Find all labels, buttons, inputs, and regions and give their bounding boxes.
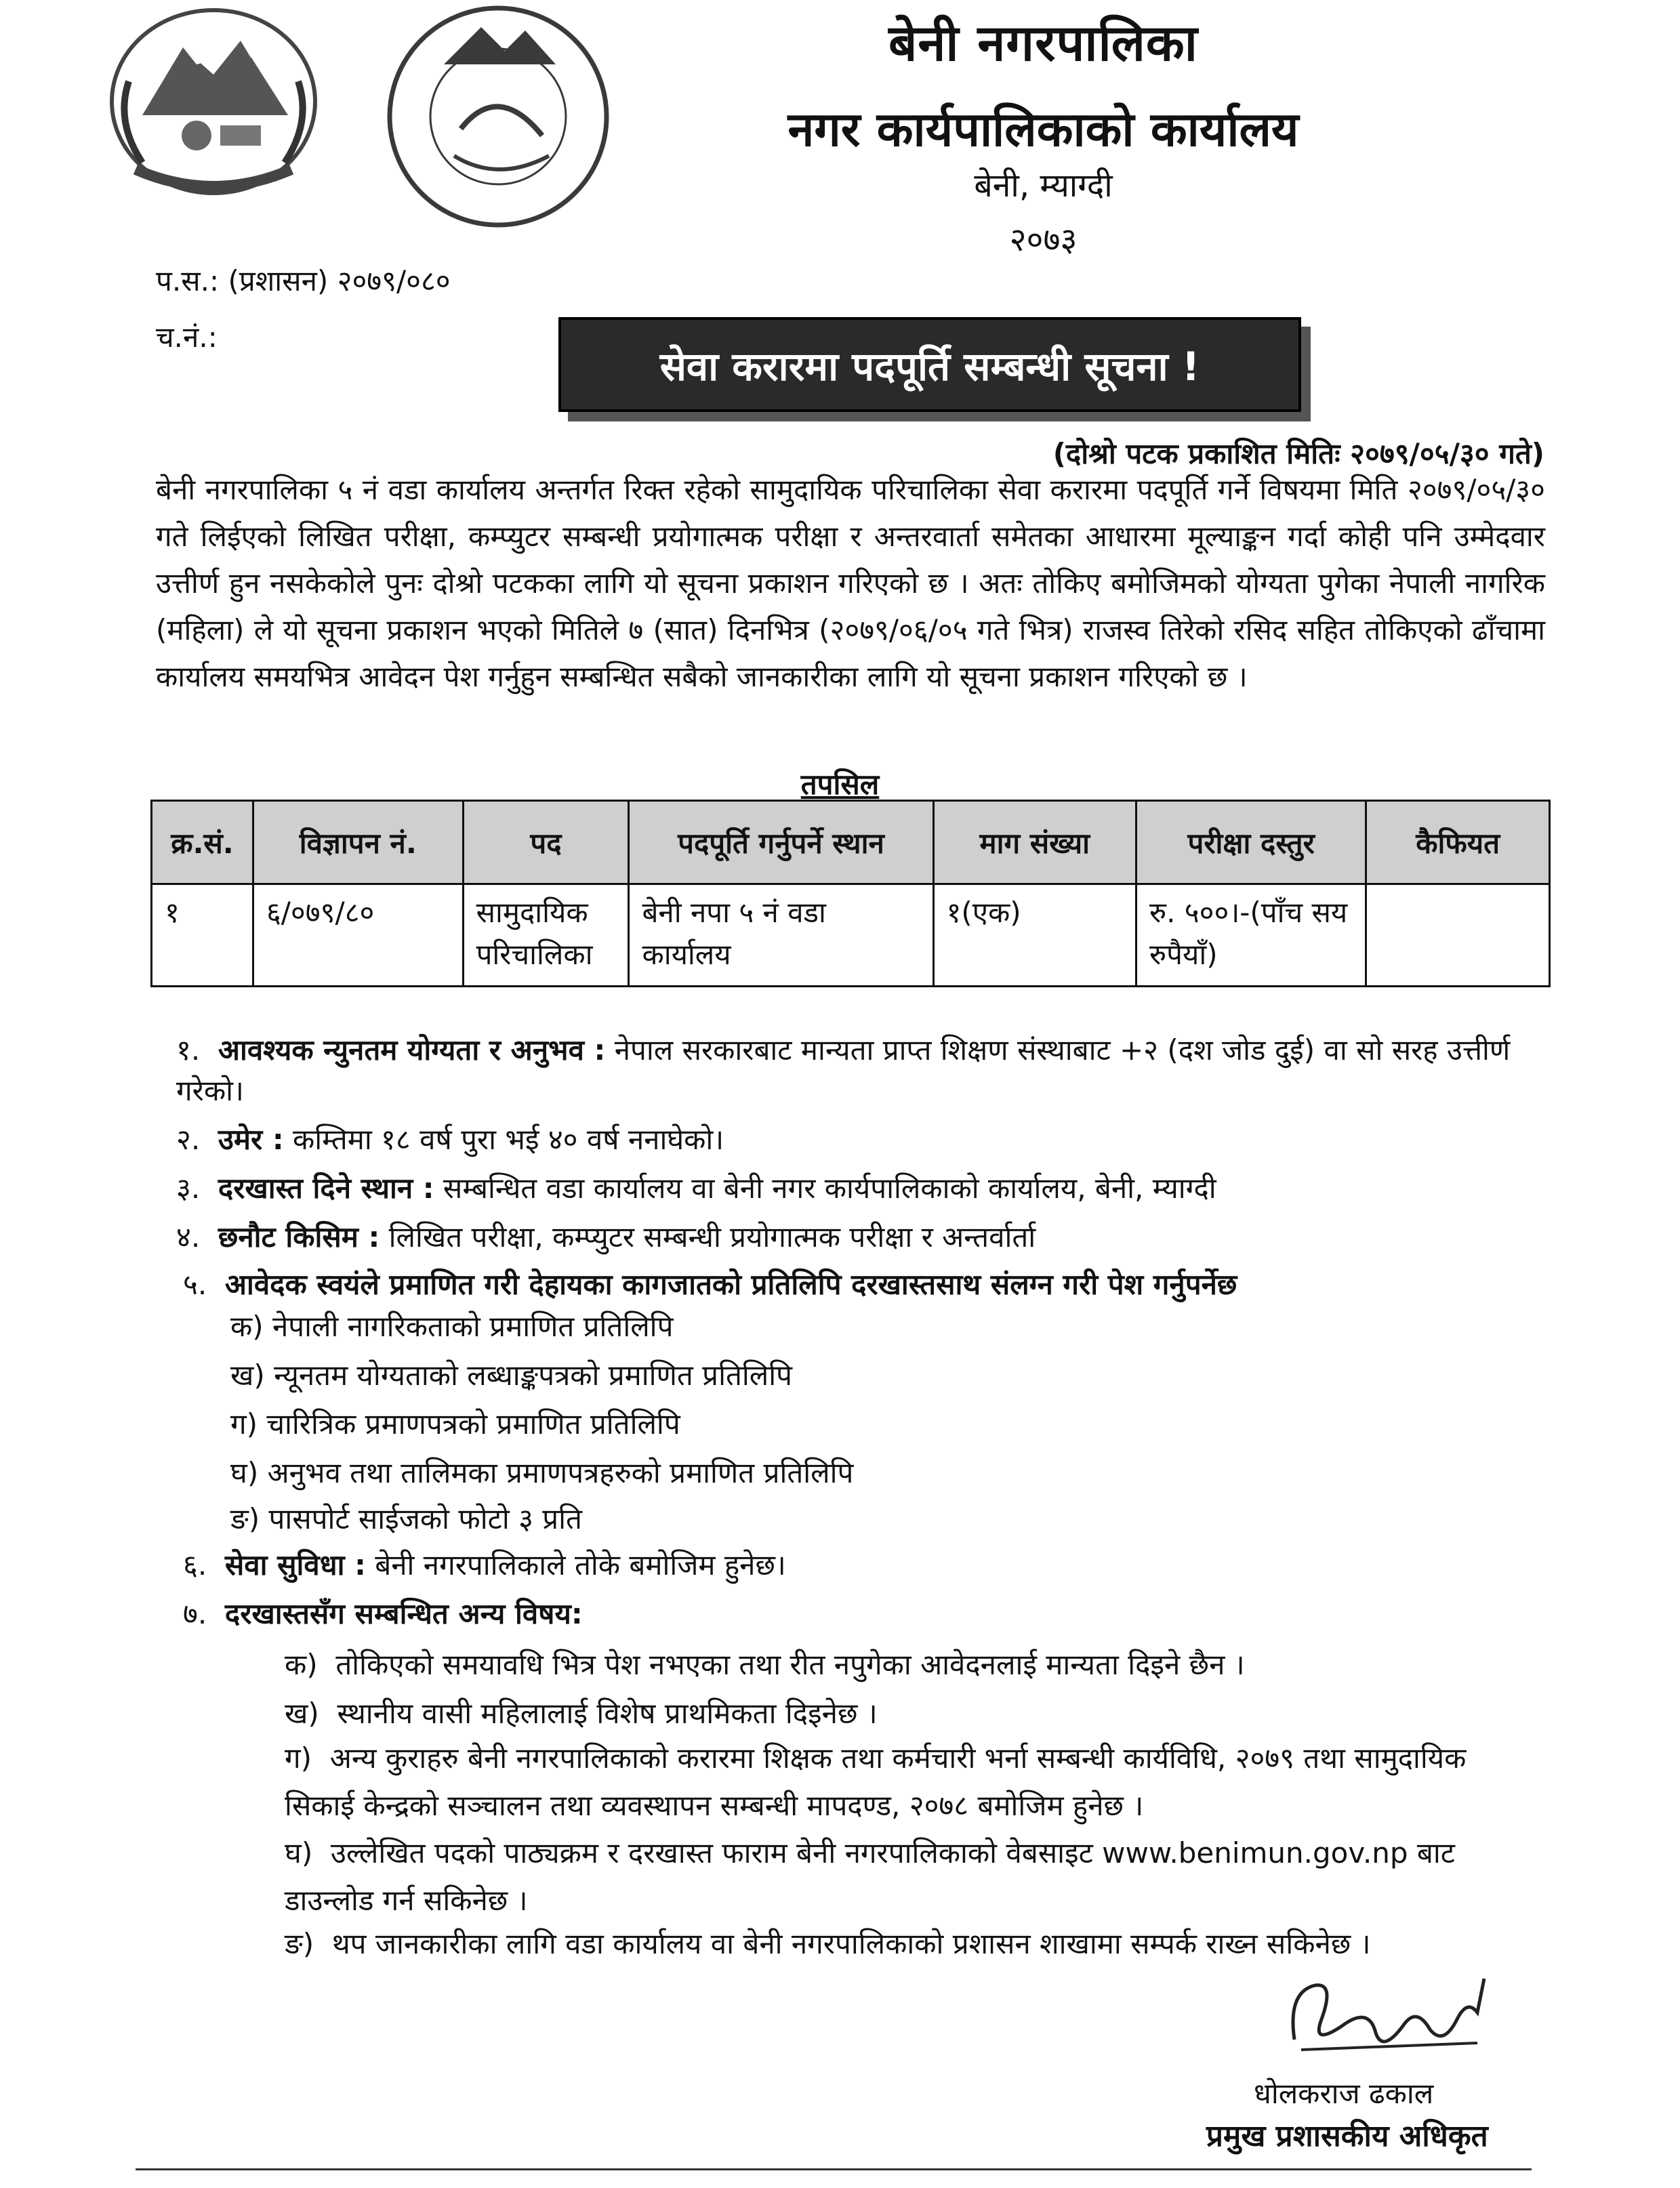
item-mark: क) bbox=[285, 1648, 318, 1681]
requirement-label: छनौट किसिम : bbox=[218, 1220, 380, 1254]
document-item: क) नेपाली नागरिकताको प्रमाणित प्रतिलिपि bbox=[230, 1310, 674, 1343]
header-fee: परीक्षा दस्तुर bbox=[1136, 801, 1366, 884]
header-remarks: कैफियत bbox=[1366, 801, 1550, 884]
notice-body: बेनी नगरपालिका ५ नं वडा कार्यालय अन्तर्गत रिक्त रहेको सामुदायिक परिचालिका सेवा करारमा पदपूर्ति गर्ने विषयमा मिति २०७९/०५/३० गते लिईएको लिखित परीक्षा, कम्प्युटर सम्बन्धी प्रयोगात्मक परीक्षा र अन्तरवार्ता समेतका आधारमा मूल्याङ्कन गर्दा कोही पनि उम्मेदवार उत्तीर्ण हुन नसकेकोले पुनः दोश्रो पटकका लागि यो सूचना प्रकाशन गरिएको छ । अतः तोकिए बमोजिमको योग्यता पुगेका नेपाली नागरिक (महिला) ले यो सूचना प्रकाशन भएको मितिले ७ (सात) दिनभित्र (२०७९/०६/०५ गते भित्र) राजस्व तिरेको रसिद सहित तोकिएको ढाँचामा कार्यालय समयभित्र आवेदन पेश गर्नुहुन सम्बन्धित सबैको जानकारीका लागि यो सूचना प्रकाशन गरिएको छ । bbox=[156, 473, 1545, 693]
item-mark: ख) bbox=[285, 1697, 319, 1730]
requirement-label: उमेर : bbox=[218, 1123, 284, 1156]
requirement-text: कम्तिमा १८ वर्ष पुरा भई ४० वर्ष ननाघेको। bbox=[283, 1123, 724, 1156]
cell-demand: १(एक) bbox=[933, 884, 1136, 987]
requirement-number: ५. bbox=[183, 1268, 207, 1301]
other-item bbox=[285, 1643, 1538, 1687]
office-location: बेनी, म्याग्दी bbox=[974, 167, 1113, 205]
service-facility bbox=[183, 1545, 1545, 1586]
other-item bbox=[285, 1691, 1538, 1736]
item-text: उल्लेखित पदको पाठ्यक्रम र दरखास्त फाराम बेनी नगरपालिकाको वेबसाइट www.benimun.gov.np बाट डाउन्लोड गर्न सकिनेछ । bbox=[285, 1836, 1455, 1917]
cell-ad-number: ६/०७९/८० bbox=[253, 884, 463, 987]
item-text: स्थानीय वासी महिलालाई विशेष प्राथमिकता दिइनेछ । bbox=[337, 1697, 878, 1730]
header-sn: क्र.सं. bbox=[152, 801, 253, 884]
dispatch-number: च.नं.: bbox=[156, 321, 218, 354]
org-name: बेनी नगरपालिका bbox=[888, 14, 1198, 73]
other-subjects bbox=[183, 1594, 1545, 1634]
header-location: पदपूर्ति गर्नुपर्ने स्थान bbox=[629, 801, 933, 884]
header-demand: माग संख्या bbox=[933, 801, 1136, 884]
requirement-number: ३. bbox=[176, 1172, 201, 1205]
item-mark: घ) bbox=[285, 1836, 313, 1870]
requirement-number: ४. bbox=[176, 1220, 201, 1254]
office-name: नगर कार्यपालिकाको कार्यालय bbox=[787, 102, 1299, 157]
cell-post: सामुदायिक परिचालिका bbox=[463, 884, 629, 987]
header-post: पद bbox=[463, 801, 629, 884]
requirement-text: बेनी नगरपालिकाले तोके बमोजिम हुनेछ। bbox=[365, 1548, 786, 1582]
requirement-number: ६. bbox=[183, 1548, 207, 1582]
requirement-label: आवेदक स्वयंले प्रमाणित गरी देहायका कागजातको प्रतिलिपि दरखास्तसाथ संलग्न गरी पेश गर्नुपर्नेछ bbox=[224, 1268, 1237, 1301]
requirement-number: ७. bbox=[183, 1597, 207, 1630]
requirement-text: लिखित परीक्षा, कम्प्युटर सम्बन्धी प्रयोगात्मक परीक्षा र अन्तर्वार्ता bbox=[380, 1220, 1036, 1254]
item-text: अन्य कुराहरु बेनी नगरपालिकाको करारमा शिक्षक तथा कर्मचारी भर्ना सम्बन्धी कार्यविधि, २०७९ तथा सामुदायिक सिकाई केन्द्रको सञ्चालन तथा व्यवस्थापन सम्बन्धी मापदण्ड, २०७८ बमोजिम हुनेछ । bbox=[285, 1741, 1467, 1822]
footer-divider bbox=[136, 2168, 1532, 2170]
requirement-4 bbox=[176, 1217, 1538, 1258]
other-item bbox=[285, 1830, 1538, 1924]
signature-icon bbox=[1274, 1965, 1498, 2067]
header-ad-number: विज्ञापन नं. bbox=[253, 801, 463, 884]
requirement-text: सम्बन्धित वडा कार्यालय वा बेनी नगर कार्यपालिकाको कार्यालय, बेनी, म्याग्दी bbox=[434, 1172, 1216, 1205]
document-item: ङ) पासपोर्ट साईजको फोटो ३ प्रति bbox=[230, 1502, 582, 1535]
requirement-5 bbox=[183, 1264, 1545, 1305]
document-item: ख) न्यूनतम योग्यताको लब्धाङ्कपत्रको प्रमाणित प्रतिलिपि bbox=[230, 1359, 792, 1392]
item-text: थप जानकारीका लागि वडा कार्यालय वा बेनी नगरपालिकाको प्रशासन शाखामा सम्पर्क राख्न सकिनेछ । bbox=[331, 1927, 1371, 1960]
cell-remarks bbox=[1366, 884, 1550, 987]
table-row bbox=[152, 884, 1550, 987]
signatory-title: प्रमुख प्रशासकीय अधिकृत bbox=[1206, 2119, 1488, 2153]
item-mark: ङ) bbox=[285, 1927, 314, 1960]
reference-number: प.स.: (प्रशासन) २०७९/०८० bbox=[156, 264, 451, 297]
document-item: ग) चारित्रिक प्रमाणपत्रको प्रमाणित प्रतिलिपि bbox=[230, 1407, 680, 1441]
cell-fee: रु. ५००।-(पाँच सय रुपैयाँ) bbox=[1136, 884, 1366, 987]
document-item: घ) अनुभव तथा तालिमका प्रमाणपत्रहरुको प्रमाणित प्रतिलिपि bbox=[230, 1456, 854, 1489]
requirement-3 bbox=[176, 1168, 1538, 1209]
other-item bbox=[285, 1735, 1538, 1830]
table-header-row bbox=[152, 801, 1550, 884]
table-caption: तपसिल bbox=[800, 768, 880, 801]
requirement-label: दरखास्तसँग सम्बन्धित अन्य विषय: bbox=[224, 1597, 583, 1630]
item-mark: ग) bbox=[285, 1741, 312, 1775]
established-year: २०७३ bbox=[1009, 221, 1078, 259]
requirement-number: २. bbox=[176, 1123, 201, 1156]
requirement-label: सेवा सुविधा : bbox=[224, 1548, 366, 1582]
publication-date: (दोश्रो पटक प्रकाशित मितिः २०७९/०५/३० गते) bbox=[1052, 437, 1544, 470]
requirement-label: दरखास्त दिने स्थान : bbox=[218, 1172, 434, 1205]
notice-title: सेवा करारमा पदपूर्ति सम्बन्धी सूचना ! bbox=[558, 317, 1301, 412]
requirement-text: नेपाल सरकारबाट मान्यता प्राप्त शिक्षण संस्थाबाट +२ (दश जोड दुई) वा सो सरह उत्तीर्ण गरेको। bbox=[176, 1033, 1511, 1107]
requirement-1 bbox=[176, 1030, 1538, 1111]
item-text: तोकिएको समयावधि भित्र पेश नभएका तथा रीत नपुगेका आवेदनलाई मान्यता दिइने छैन । bbox=[335, 1648, 1245, 1681]
cell-location: बेनी नपा ५ नं वडा कार्यालय bbox=[629, 884, 933, 987]
vacancy-table bbox=[150, 800, 1551, 987]
cell-sn: १ bbox=[152, 884, 253, 987]
other-item bbox=[285, 1922, 1538, 1966]
requirement-label: आवश्यक न्युनतम योग्यता र अनुभव : bbox=[218, 1033, 606, 1067]
requirement-2 bbox=[176, 1119, 1538, 1160]
requirement-number: १. bbox=[176, 1033, 201, 1067]
signatory-name: धोलकराज ढकाल bbox=[1254, 2077, 1434, 2110]
